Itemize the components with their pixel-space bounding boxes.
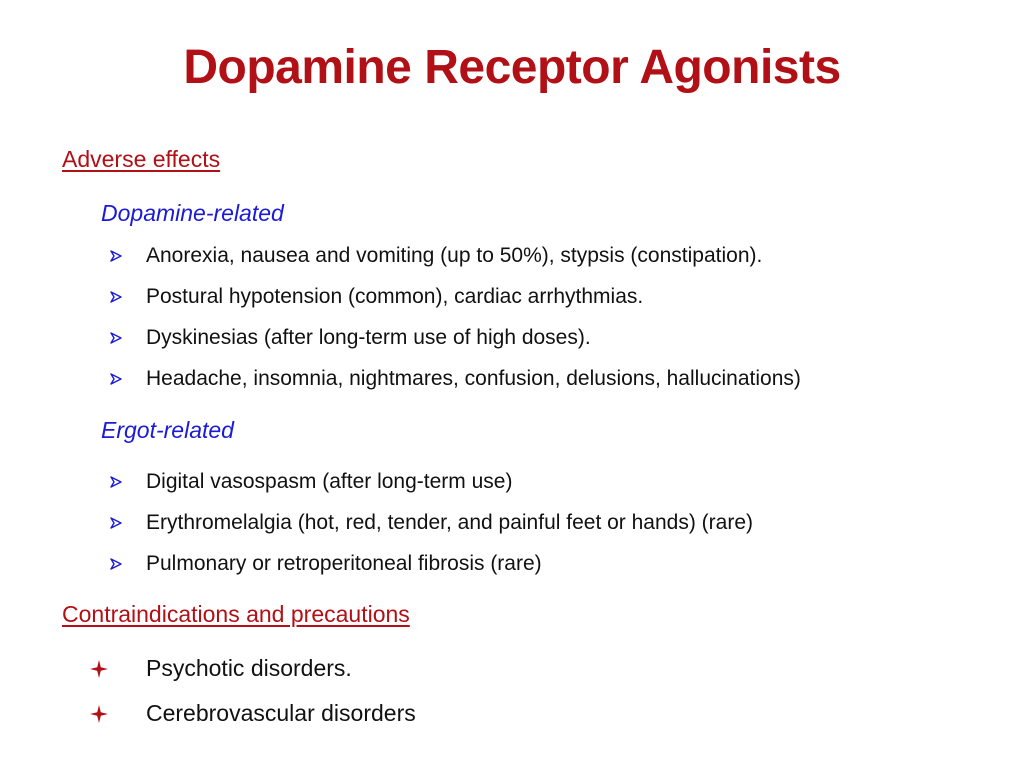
list-item — [90, 646, 416, 691]
subheading-ergot-related: Ergot-related — [101, 417, 234, 443]
list-item — [110, 358, 801, 399]
list-item — [110, 317, 801, 358]
section-heading-adverse-effects: Adverse effects — [62, 146, 221, 172]
list-item — [110, 276, 801, 317]
list-item — [90, 691, 416, 736]
list-item-text: Psychotic disorders. — [146, 655, 352, 681]
slide-title: Dopamine Receptor Agonists — [183, 41, 841, 94]
dopamine-related-list — [110, 235, 801, 399]
arrow-bullet-icon — [110, 332, 146, 344]
four-point-star-icon — [90, 660, 146, 678]
list-item-text: Headache, insomnia, nightmares, confusion, delusions, hallucinations) — [146, 366, 801, 390]
list-item-text: Pulmonary or retroperitoneal fibrosis (rare) — [146, 551, 542, 575]
list-item-text: Dyskinesias (after long-term use of high doses). — [146, 325, 591, 349]
list-item — [110, 461, 753, 502]
list-item-text: Digital vasospasm (after long-term use) — [146, 469, 513, 493]
list-item-text: Anorexia, nausea and vomiting (up to 50%), stypsis (constipation). — [146, 243, 763, 267]
arrow-bullet-icon — [110, 558, 146, 570]
arrow-bullet-icon — [110, 373, 146, 385]
section-heading-contraindications: Contraindications and precautions — [62, 601, 410, 627]
subheading-dopamine-related: Dopamine-related — [101, 200, 284, 226]
four-point-star-icon — [90, 705, 146, 723]
list-item — [110, 543, 753, 584]
list-item — [110, 235, 801, 276]
arrow-bullet-icon — [110, 517, 146, 529]
arrow-bullet-icon — [110, 476, 146, 488]
list-item-text: Cerebrovascular disorders — [146, 700, 416, 726]
list-item-text: Postural hypotension (common), cardiac arrhythmias. — [146, 284, 644, 308]
arrow-bullet-icon — [110, 250, 146, 262]
ergot-related-list — [110, 461, 753, 584]
list-item-text: Erythromelalgia (hot, red, tender, and painful feet or hands) (rare) — [146, 510, 753, 534]
arrow-bullet-icon — [110, 291, 146, 303]
contraindications-list — [90, 646, 416, 736]
list-item — [110, 502, 753, 543]
